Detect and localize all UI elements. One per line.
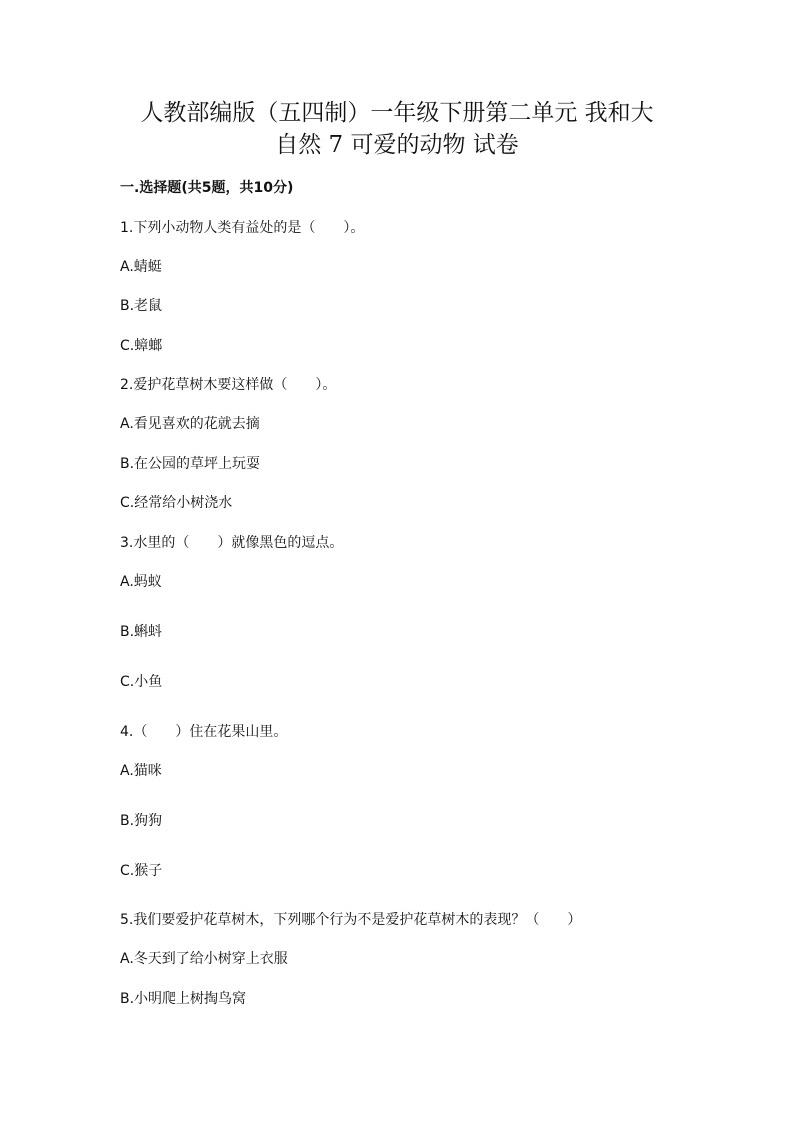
question-5-option-a: A.冬天到了给小树穿上衣服 — [120, 951, 288, 967]
question-2: 2.爱护花草树木要这样做（ ）。 — [120, 377, 337, 393]
question-1-option-b: B.老鼠 — [120, 298, 163, 314]
question-4-option-a: A.猫咪 — [120, 763, 162, 779]
question-4: 4.（ ）住在花果山里。 — [120, 724, 288, 740]
page-title-line-1: 人教部编版（五四制）一年级下册第二单元 我和大 — [140, 100, 654, 126]
question-1-option-a: A.蜻蜓 — [120, 259, 162, 275]
question-4-option-c: C.猴子 — [120, 863, 163, 879]
question-3: 3.水里的（ ）就像黑色的逗点。 — [120, 535, 344, 551]
question-5-option-b: B.小明爬上树掏鸟窝 — [120, 991, 247, 1007]
question-4-option-b: B.狗狗 — [120, 813, 163, 829]
page-title-line-2: 自然 7 可爱的动物 试卷 — [275, 132, 519, 158]
question-1: 1.下列小动物人类有益处的是（ ）。 — [120, 220, 365, 236]
question-2-option-b: B.在公园的草坪上玩耍 — [120, 456, 261, 472]
section-header: 一.选择题(共5题，共10分) — [120, 180, 294, 196]
question-5: 5.我们要爱护花草树木，下列哪个行为不是爱护花草树木的表现？（ ） — [120, 912, 582, 928]
question-2-option-a: A.看见喜欢的花就去摘 — [120, 416, 260, 432]
question-1-option-c: C.蟑螂 — [120, 338, 163, 354]
question-2-option-c: C.经常给小树浇水 — [120, 495, 233, 511]
question-3-option-b: B.蝌蚪 — [120, 624, 163, 640]
question-3-option-a: A.蚂蚁 — [120, 574, 162, 590]
question-3-option-c: C.小鱼 — [120, 674, 163, 690]
